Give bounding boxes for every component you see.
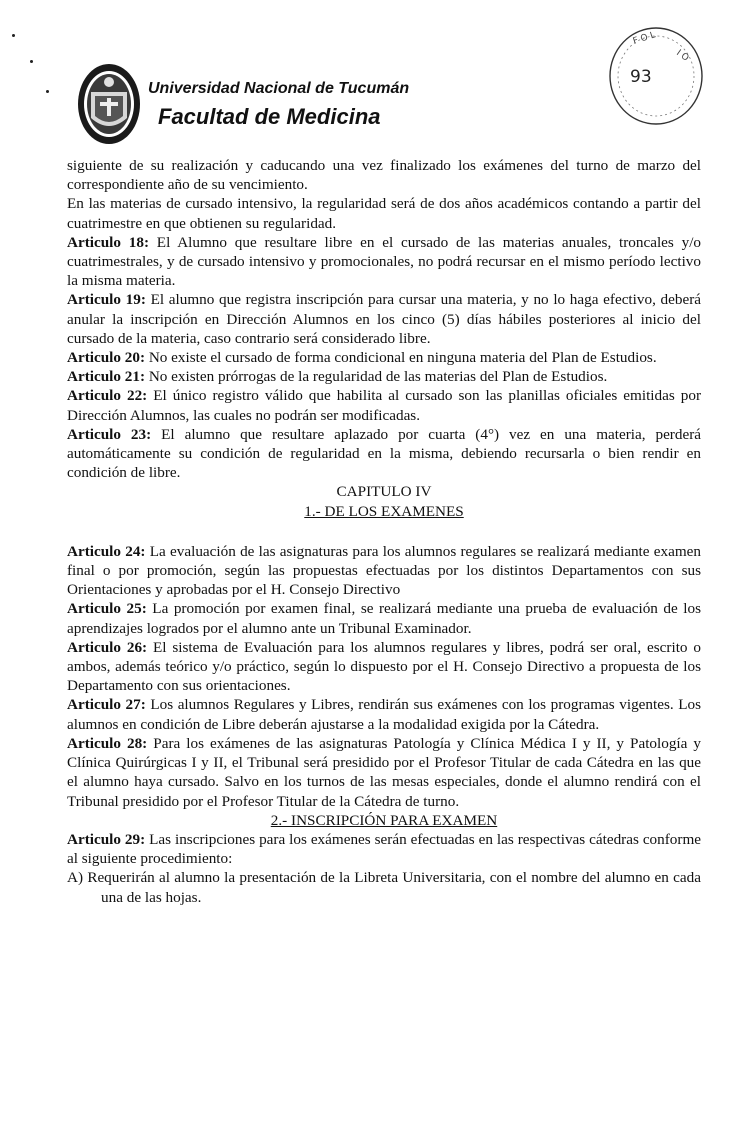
letterhead xyxy=(76,62,496,150)
article-label: Articulo 24: xyxy=(67,542,146,560)
article-text: La evaluación de las asignaturas para los alumnos regulares se realizará mediante examen final o por promoción, según las propuestas efectuadas por los distintos Departamentos con sus Orientaciones y aprobadas por el H. Consejo Directivo xyxy=(67,542,701,599)
section-title: 2.- INSCRIPCIÓN PARA EXAMEN xyxy=(270,811,498,829)
article-27 xyxy=(67,695,701,733)
article-label: Articulo 25: xyxy=(67,600,147,618)
article-22 xyxy=(67,386,701,424)
article-18 xyxy=(67,233,701,291)
article-label: Articulo 19: xyxy=(67,291,146,309)
article-text: El alumno que registra inscripción para cursar una materia, y no lo haga efectivo, deberá anular la inscripción en Dirección Alumnos en los cinco (5) días hábiles posteriores al inicio del cursado de la materia, caso contrario será considerado libre. xyxy=(67,291,702,347)
list-marker: A) xyxy=(67,869,84,887)
article-text: El único registro válido que habilita al cursado son las planillas oficiales emitidas por Dirección Alumnos, las cuales no podrán ser modificadas. xyxy=(67,387,701,424)
svg-text:I O: I O xyxy=(674,48,691,64)
university-name: Universidad Nacional de Tucumán xyxy=(148,80,410,97)
paragraph: En las materias de cursado intensivo, la regularidad será de dos años académicos contando a partir del cuatrimestre en que obtienen su regularidad. xyxy=(67,195,701,232)
list-item xyxy=(67,868,701,906)
article-label: Articulo 23: xyxy=(67,425,152,443)
article-label: Articulo 29: xyxy=(67,830,146,848)
article-text: Los alumnos Regulares y Libres, rendirán sus exámenes con los programas vigentes. Los alumnos en condición de Libre deberán ajustarse a la modalidad exigida por la Cátedra. xyxy=(67,696,702,733)
article-label: Articulo 21: xyxy=(67,368,146,386)
article-label: Articulo 20: xyxy=(67,349,146,367)
article-label: Articulo 28: xyxy=(67,734,148,752)
article-28 xyxy=(67,734,701,811)
article-label: Articulo 27: xyxy=(67,696,146,714)
scan-speck xyxy=(30,60,33,63)
article-29 xyxy=(67,830,701,868)
spacer xyxy=(67,521,701,542)
folio-stamp-icon xyxy=(604,22,706,128)
article-26 xyxy=(67,638,701,696)
article-19 xyxy=(67,290,701,348)
chapter-title: CAPITULO IV xyxy=(336,483,432,501)
svg-text:F O L: F O L xyxy=(631,30,657,47)
scan-speck xyxy=(46,90,49,93)
document-body xyxy=(67,156,701,907)
list-text: Requerirán al alumno la presentación de la Libreta Universitaria, con el nombre del alumno en cada una de las hojas. xyxy=(87,869,701,906)
article-20 xyxy=(67,348,701,367)
article-21 xyxy=(67,367,701,386)
article-label: Articulo 18: xyxy=(67,233,150,251)
scan-speck xyxy=(12,34,15,37)
article-text: Para los exámenes de las asignaturas Patología y Clínica Médica I y II, y Patología y Clínica Quirúrgicas I y II, el Tribunal será presidido por el Profesor Titular de cada Cátedra en las que el alumno haya cursado. Salvo en los turnos de las mesas especiales, donde el alumno rendirá con el Tribunal presidido por el Profesor Titular de la Cátedra de turno. xyxy=(67,734,701,810)
article-25 xyxy=(67,599,701,637)
article-23 xyxy=(67,425,701,483)
article-text: El Alumno que resultare libre en el cursado de las materias anuales, troncales y/o cuatrimestrales, y de cursado intensivo y promocionales, no podrá recursar en el mismo período lectivo la misma materia. xyxy=(67,233,702,290)
article-label: Articulo 22: xyxy=(67,387,148,405)
folio-number: 93 xyxy=(630,67,652,87)
article-label: Articulo 26: xyxy=(67,638,148,656)
article-24 xyxy=(67,542,701,600)
article-text: El sistema de Evaluación para los alumnos regulares y libres, podrá ser oral, escrito o ambos, además teórico y/o práctico, según lo dispuesto por el H. Consejo Directivo a propuesta de los Departamento con sus orientaciones. xyxy=(67,638,701,695)
university-seal-icon xyxy=(76,62,142,146)
faculty-name: Facultad de Medicina xyxy=(158,104,381,129)
chapter-subtitle: 1.- DE LOS EXAMENES xyxy=(304,502,464,520)
article-text: No existe el cursado de forma condicional en ninguna materia del Plan de Estudios. xyxy=(145,349,657,367)
article-text: No existen prórrogas de la regularidad de las materias del Plan de Estudios. xyxy=(145,368,608,386)
paragraph: siguiente de su realización y caducando una vez finalizado los exámenes del turno de marzo del correspondiente año de su vencimiento. xyxy=(67,157,701,194)
article-text: Las inscripciones para los exámenes serán efectuadas en las respectivas cátedras conforme al siguiente procedimiento: xyxy=(67,830,702,868)
article-text: El alumno que resultare aplazado por cuarta (4°) vez en una materia, perderá automáticamente su condición de regularidad en la misma, debiendo recursarla o bien rendir en condición de libre. xyxy=(67,425,702,482)
article-text: La promoción por examen final, se realizará mediante una prueba de evaluación de los aprendizajes logrados por el alumno ante un Tribunal Examinador. xyxy=(67,600,701,637)
